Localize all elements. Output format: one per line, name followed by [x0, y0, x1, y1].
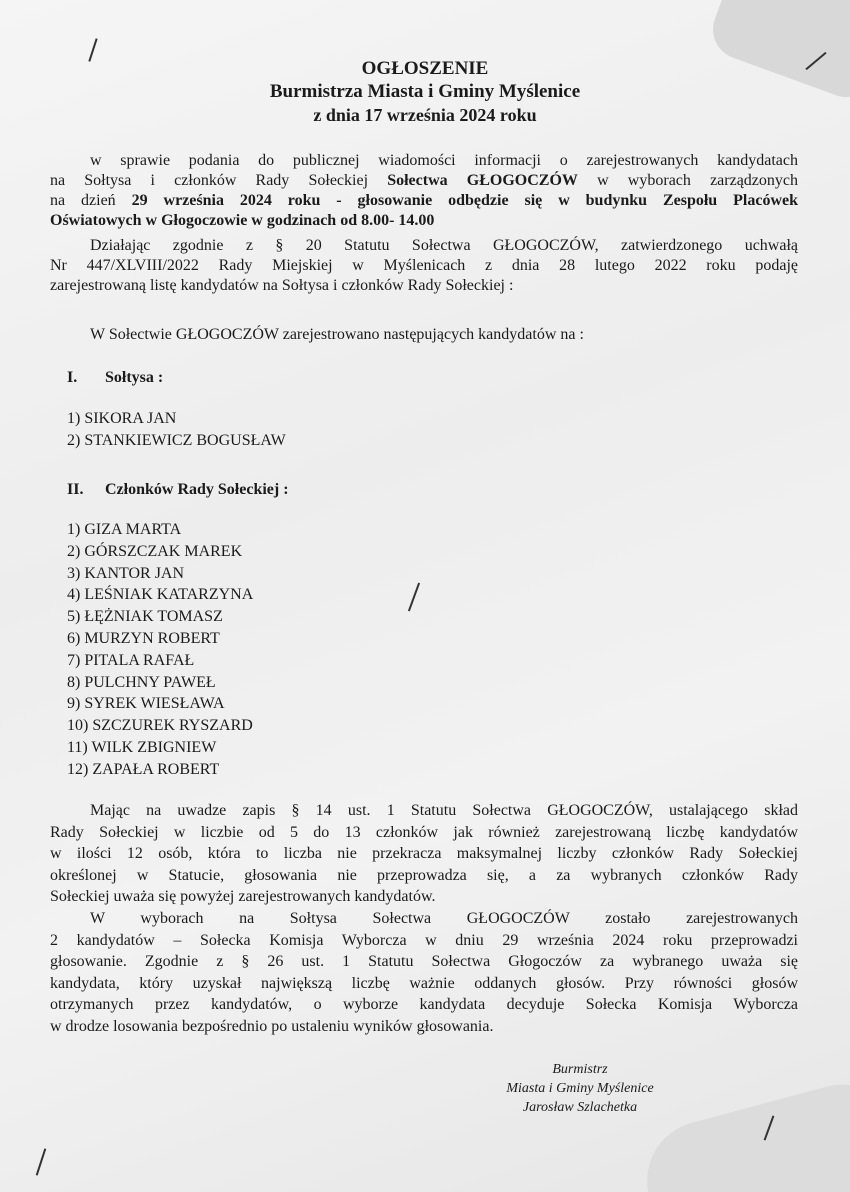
basis-line: Nr 447/XLVIII/2022 Rady Miejskiej w Myślenicach z dnia 28 lutego 2022 roku podaję	[50, 257, 798, 274]
soltys-vote-paragraph	[50, 908, 798, 1037]
paragraph-line: w drodze losowania bezpośrednio po ustaleniu wyników głosowania.	[50, 1017, 494, 1035]
registered-intro	[50, 325, 798, 345]
list-item: 2) GÓRSZCZAK MAREK	[67, 542, 243, 560]
announcement-date: z dnia 17 września 2024 roku	[313, 105, 537, 125]
basis-line: Działając zgodnie z § 20 Statutu Sołectwa GŁOGOCZÓW, zatwierdzonego uchwałą	[90, 237, 798, 254]
paragraph-line: Mając na uwadze zapis § 14 ust. 1 Statutu Sołectwa GŁOGOCZÓW, ustalającego skład	[90, 802, 798, 819]
intro-line: na dzień 29 września 2024 roku - głosowanie odbędzie się w budynku Zespołu Placówek	[50, 192, 799, 209]
announcement-issuer: Burmistrza Miasta i Gminy Myślenice	[269, 81, 581, 102]
section-title: Sołtysa :	[105, 369, 164, 386]
basis-line: zarejestrowaną listę kandydatów na Sołtysa i członków Rady Sołeckiej :	[50, 277, 514, 294]
section-soltys-heading	[67, 369, 163, 387]
paragraph-line: Rady Sołeckiej w liczbie od 5 do 13 członków jak również zarejestrowaną liczbę kandydatów	[50, 823, 798, 841]
list-item: 1) GIZA MARTA	[67, 521, 182, 538]
signature-office: Miasta i Gminy Myślenice	[506, 1081, 654, 1096]
list-item: 5) ŁĘŻNIAK TOMASZ	[67, 608, 223, 626]
paragraph-line: 2 kandydatów – Sołecka Komisja Wyborcza w dniu 29 września 2024 roku przeprowadzi	[50, 931, 798, 949]
paragraph-line: kandydata, który uzyskał największą liczbę ważnie oddanych głosów. Przy równości głosów	[50, 974, 798, 992]
section-council-heading	[67, 481, 289, 499]
soltys-candidate-list	[67, 408, 286, 452]
list-item: 9) SYREK WIESŁAWA	[67, 695, 225, 713]
section-title: Członków Rady Sołeckiej :	[105, 481, 289, 498]
intro-paragraph	[50, 151, 798, 231]
registered-line: W Sołectwie GŁOGOCZÓW zarejestrowano następujących kandydatów na :	[90, 326, 584, 343]
pen-mark	[408, 583, 420, 612]
list-item: 11) WILK ZBIGNIEW	[67, 738, 217, 756]
list-item: 3) KANTOR JAN	[67, 564, 185, 582]
paragraph-line: W wyborach na Sołtysa Sołectwa GŁOGOCZÓW zostało zarejestrowanych	[90, 910, 798, 927]
section-number: II.	[67, 481, 84, 498]
pen-mark	[36, 1148, 47, 1175]
paragraph-line: w ilości 12 osób, która to liczba nie przekracza maksymalnej liczby członków Rady Sołeckiej	[50, 845, 798, 862]
announcement-title: OGŁOSZENIE	[361, 58, 489, 79]
intro-line: w sprawie podania do publicznej wiadomości informacji o zarejestrowanych kandydatach	[90, 152, 798, 169]
paragraph-line: otrzymanych przez kandydatów, o wyborze kandydata decyduje Sołecka Komisja Wyborcza	[50, 996, 798, 1013]
paragraph-line: określonej w Statucie, głosowania nie przeprowadza się, a za wybranych członków Rady	[50, 866, 798, 884]
signature-name: Jarosław Szlachetka	[522, 1100, 638, 1115]
intro-line: na Sołtysa i członków Rady Sołeckiej Sołectwa GŁOGOCZÓW w wyborach zarządzonych	[50, 172, 799, 189]
list-item: 12) ZAPAŁA ROBERT	[67, 760, 220, 778]
signature-role: Burmistrz	[552, 1062, 608, 1077]
paragraph-line: Sołeckiej uważa się powyżej zarejestrowanych kandydatów.	[50, 888, 436, 905]
list-item: 8) PULCHNY PAWEŁ	[67, 673, 216, 691]
intro-line: Oświatowych w Głogoczowie w godzinach od 8.00- 14.00	[50, 212, 435, 229]
list-item: 2) STANKIEWICZ BOGUSŁAW	[67, 431, 286, 449]
section-number: I.	[67, 369, 78, 386]
list-item: 7) PITALA RAFAŁ	[67, 651, 195, 669]
council-rule-paragraph	[50, 800, 798, 908]
list-item: 6) MURZYN ROBERT	[67, 629, 220, 647]
legal-basis-paragraph	[50, 236, 798, 296]
paragraph-line: głosowanie. Zgodnie z § 26 ust. 1 Statutu Sołectwa Głogoczów za wybranego uważa się	[50, 953, 798, 970]
council-candidate-list	[67, 519, 253, 781]
list-item: 1) SIKORA JAN	[67, 410, 177, 427]
list-item: 10) SZCZUREK RYSZARD	[67, 717, 253, 735]
list-item: 4) LEŚNIAK KATARZYNA	[67, 586, 254, 604]
signature-block	[480, 1060, 680, 1117]
